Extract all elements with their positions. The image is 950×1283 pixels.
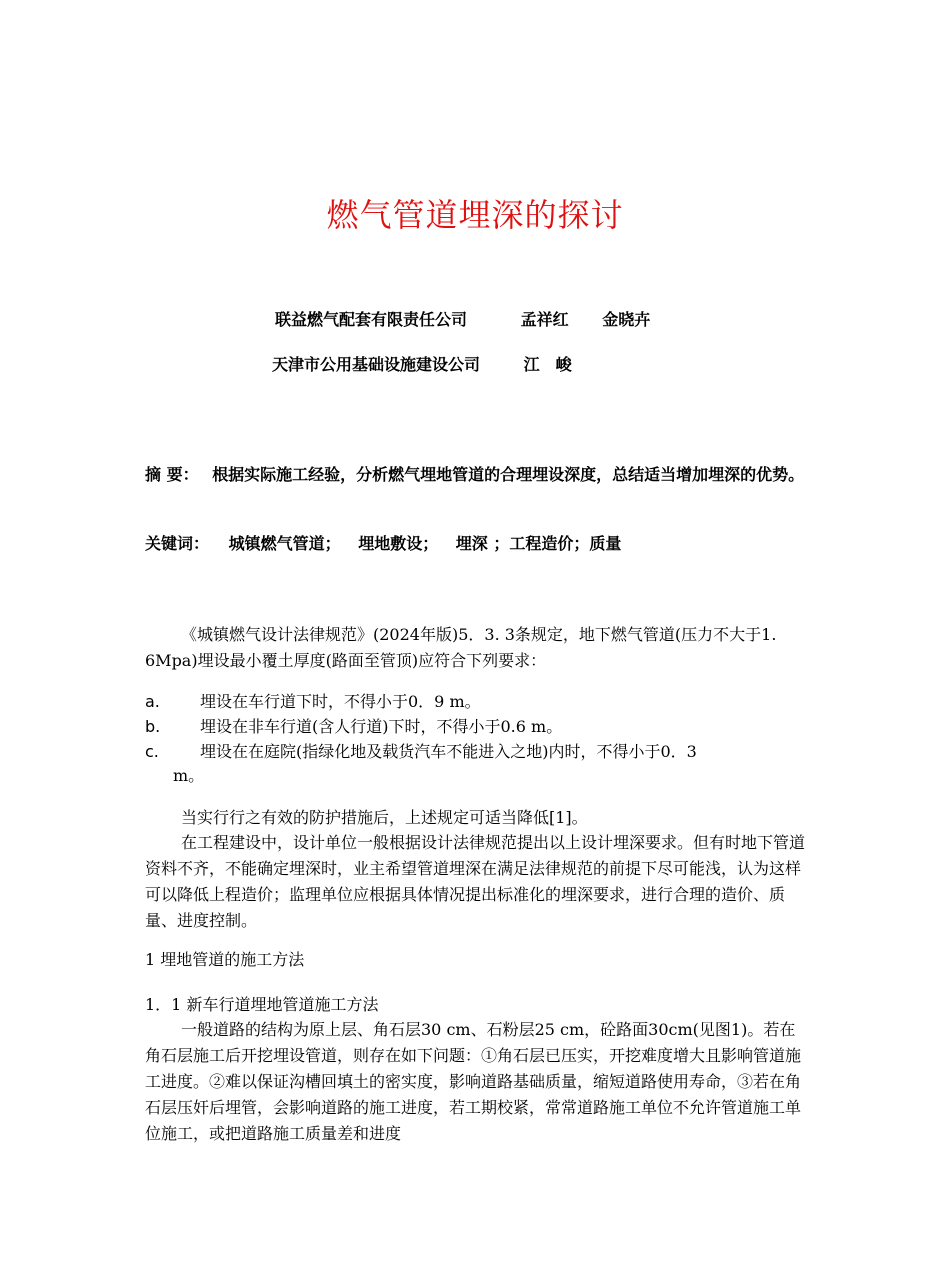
abstract xyxy=(145,463,810,487)
author-name: 孟祥红 xyxy=(520,310,569,329)
list-item xyxy=(145,740,807,788)
paragraph-reduce: 当实行行之有效的防护措施后，上述规定可适当降低[1]。 xyxy=(181,808,588,827)
list-item xyxy=(145,715,807,739)
keyword-item: 城镇燃气管道； xyxy=(228,534,341,553)
keyword-item: 埋地敷设； xyxy=(358,534,439,553)
list-item xyxy=(145,690,807,714)
paragraph-engineering: 在工程建设中，设计单位一般根据设计法律规范提出以上设计埋深要求。但有时地下管道资料不齐，不能确定埋深时，业主希望管道埋深在满足法律规范的前提下尽可能浅，认为这样可以降低上程造价；监理单位应根据具体情况提出标准化的埋深要求，进行合理的造价、质量、进度控制。 xyxy=(145,833,806,930)
list-marker: c. xyxy=(145,742,159,761)
list-text: 埋设在车行道下时，不得小于0．9 m。 xyxy=(200,692,481,711)
list-text: 埋设在在庭院(指绿化地及载货汽车不能进入之地)内时，不得小于0．3 xyxy=(200,742,697,761)
author-org: 天津市公用基础设施建设公司 xyxy=(272,355,481,374)
section-heading: 1 埋地管道的施工方法 xyxy=(145,950,305,969)
author-line-2 xyxy=(272,352,572,375)
author-name: 金晓卉 xyxy=(602,310,651,329)
keywords xyxy=(145,532,810,556)
abstract-label: 摘 要： xyxy=(145,465,199,484)
author-name: 江 峻 xyxy=(523,355,572,374)
list-text-continuation: m。 xyxy=(173,766,205,785)
list-text: 埋设在非车行道(含人行道)下时，不得小于0.6 m。 xyxy=(200,717,563,736)
keywords-label: 关键词： xyxy=(145,534,210,553)
subsection-heading: 1．1 新车行道埋地管道施工方法 xyxy=(145,995,379,1014)
list-marker: b. xyxy=(145,717,161,736)
abstract-text: 根据实际施工经验，分析燃气埋地管道的合理埋设深度，总结适当增加埋深的优势。 xyxy=(212,465,805,484)
keyword-item: 埋深 ；工程造价；质量 xyxy=(455,534,622,553)
document-title: 燃气管道埋深的探讨 xyxy=(326,196,624,234)
paragraph-section-1-1: 一般道路的结构为原上层、角石层30 cm、石粉层25 cm，砼路面30cm(见图1)。若在角石层施工后开挖埋设管道，则存在如下问题：①角石层已压实，开挖难度增大且影响管道施工进度。②难以保证沟槽回填土的密实度，影响道路基础质量，缩短道路使用寿命，③若在角石层压奸后埋管，会影响道路的施工进度，若工期校紧，常常道路施工单位不允许管道施工单位施工，或把道路施工质量差和进度 xyxy=(145,1020,802,1143)
author-org: 联益燃气配套有限责任公司 xyxy=(275,310,468,329)
intro-paragraph: 《城镇燃气设计法律规范》(2024年版)5．3. 3条规定，地下燃气管道(压力不大于1. 6Mpa)埋设最小覆土厚度(路面至管顶)应符合下列要求： xyxy=(145,625,777,670)
author-line-1 xyxy=(275,307,650,330)
list-marker: a. xyxy=(145,692,160,711)
